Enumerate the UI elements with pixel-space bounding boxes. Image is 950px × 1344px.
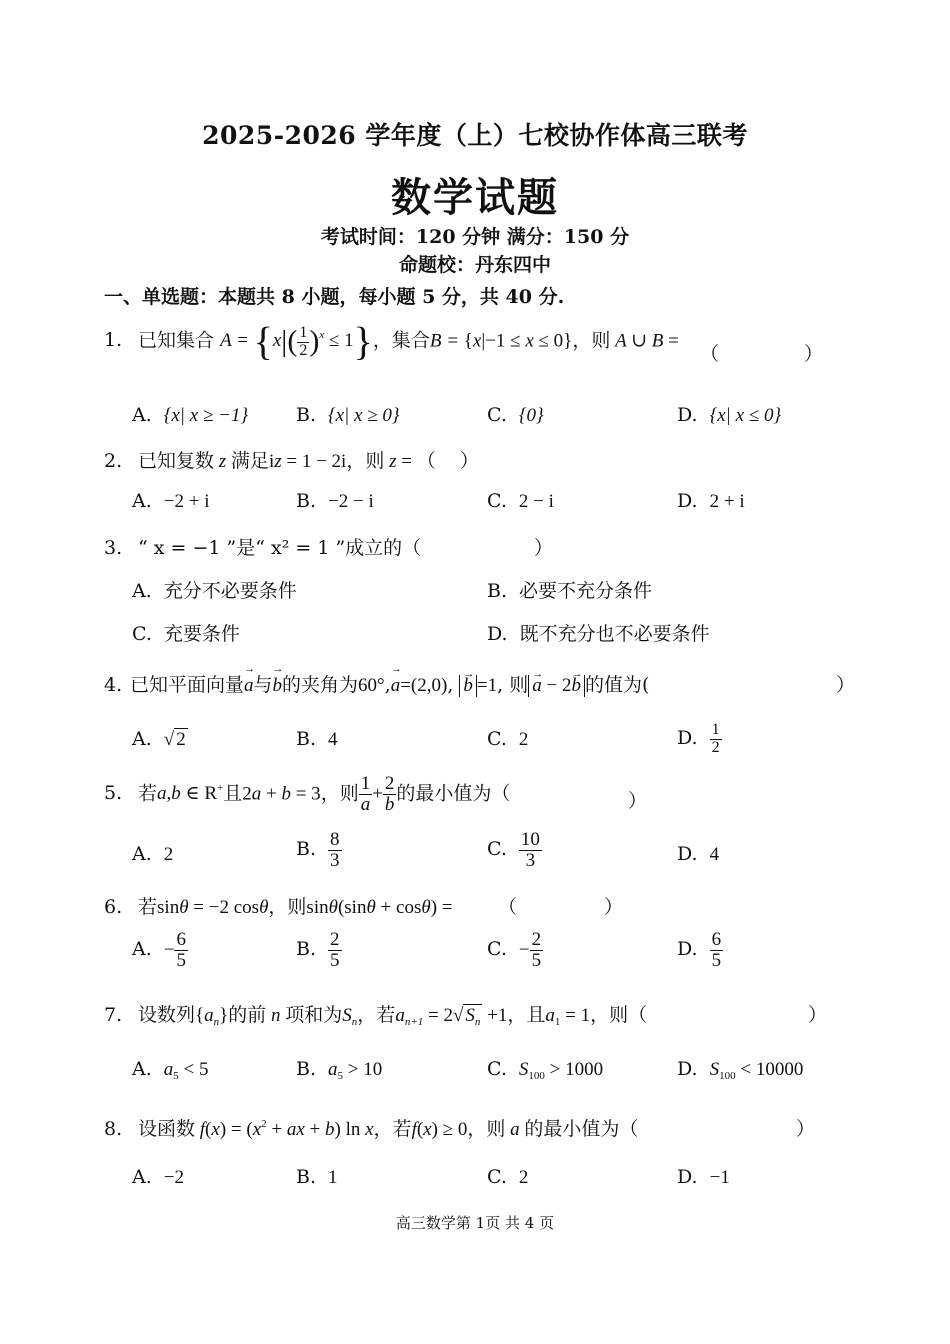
option-5c: C. $\frac{10}{3}$ <box>487 829 540 871</box>
option-1c: C. {0} <box>487 404 544 426</box>
option-4b: B. 4 <box>296 728 338 750</box>
answer-blank: （ <box>700 343 720 365</box>
answer-blank-end: ） <box>628 790 648 812</box>
question-2: 2. 已知复数 z 满足iz = 1 − 2i，则 z = （ ） <box>104 450 479 472</box>
page-footer: 高三数学第 1页 共 4 页 <box>395 1214 555 1232</box>
answer-blank-end: ） <box>604 896 624 918</box>
subject-title: 数学试题 <box>391 174 559 221</box>
question-stem: “ x = −1 ”是“ x² = 1 ”成立的（ <box>138 537 422 559</box>
option-8d: D. −1 <box>677 1166 730 1188</box>
question-number: 4. <box>104 674 123 696</box>
option-1b: B. {x| x ≥ 0} <box>296 404 400 426</box>
question-5: 5. 若a,b ∈ R+且2a + b = 3，则 $\frac{1}{a}$ + $\frac{2}{b}$ 的最小值为（ <box>104 773 511 815</box>
question-number: 1. <box>104 329 123 352</box>
formula-complex: iz = 1 − 2i <box>268 451 347 472</box>
answer-blank-end: ） <box>796 1118 816 1140</box>
option-3b: B. 必要不充分条件 <box>487 580 653 602</box>
answer-blank-end: ） <box>836 674 856 696</box>
answer-blank-end: ） <box>804 343 824 365</box>
option-1d: D. {x| x ≤ 0} <box>677 404 782 426</box>
option-2d: D. 2 + i <box>677 490 745 512</box>
question-4: 4. 已知平面向量→ a与→ b的夹角为60°,→ a=(2,0), → b =1, 则→ a − 2→ b 的值为( <box>104 670 649 697</box>
answer-blank-end: ） <box>808 1004 828 1026</box>
question-3 <box>104 533 421 560</box>
answer-blank-end: ） <box>534 537 554 559</box>
formula-magnitude: → a − 2→ b <box>528 675 585 697</box>
exam-title: 2025-2026 学年度（上）七校协作体高三联考 <box>202 121 748 150</box>
formula-set-a: A = {x|( $\frac{1}{2}$ )$^x$ ≤ 1} <box>220 319 373 364</box>
option-3c: C. 充要条件 <box>132 623 240 645</box>
option-4a: A. √ 2 <box>132 728 186 750</box>
option-5b: B. $\frac{8}{3}$ <box>296 829 340 871</box>
question-number: 6. <box>104 896 123 918</box>
answer-blank: （ <box>498 896 518 918</box>
option-5d: D. 4 <box>677 843 720 865</box>
option-7d: D. $S_{100} < 10000$ <box>677 1058 804 1082</box>
vector-a: → a <box>244 675 254 697</box>
question-7: 7. 设数列$\{a_n\}$的前 n 项和为$S_n$，若$a_{n+1} = 2√$ $S_n +1$，且$a_1 = 1$，则（ <box>104 1004 648 1028</box>
vector-b: → b <box>273 675 283 697</box>
option-3d: D. 既不充分也不必要条件 <box>487 623 710 645</box>
question-number: 5. <box>104 782 123 805</box>
option-2b: B. −2 − i <box>296 490 374 512</box>
option-3a: A. 充分不必要条件 <box>132 580 297 602</box>
option-2c: C. 2 − i <box>487 490 554 512</box>
question-number: 3. <box>104 537 123 559</box>
question-number: 7. <box>104 1004 123 1026</box>
option-7b: B. $a_5 > 10$ <box>296 1058 383 1082</box>
question-stem: ，集合 <box>372 329 430 352</box>
formula-z: z <box>214 451 231 472</box>
option-8a: A. −2 <box>132 1166 184 1188</box>
question-number: 2. <box>104 450 123 472</box>
option-4c: C. 2 <box>487 728 529 750</box>
option-2a: A. −2 + i <box>132 490 210 512</box>
question-6: 6. 若sinθ = −2 cosθ，则sinθ(sinθ + cosθ) = <box>104 896 453 918</box>
setter-school: 命题校：丹东四中 <box>398 254 551 276</box>
section-heading: 一、单选题：本题共 8 小题，每小题 5 分，共 40 分. <box>104 286 565 308</box>
question-stem: ，则 <box>572 329 611 352</box>
option-7c: C. $S_{100} > 1000$ <box>487 1058 604 1082</box>
formula-set-b: B = {x|−1 ≤ x ≤ 0} <box>429 330 573 352</box>
option-6c: C. − $\frac{2}{5}$ <box>487 929 542 971</box>
formula-function: $f(x) = (x^2$ + ax + b) ln x <box>195 1118 374 1140</box>
exam-info: 考试时间：120 分钟 满分：150 分 <box>320 226 630 248</box>
option-1a: A. {x| x ≥ −1} <box>132 404 249 426</box>
option-7a: A. $a_5 < 5$ <box>132 1058 209 1082</box>
option-8b: B. 1 <box>296 1166 338 1188</box>
option-6a: A. − $\frac{6}{5}$ <box>132 929 186 971</box>
question-8: 8. 设函数 $f(x) = (x^2$ + ax + b) ln x，若f(x) ≥ 0，则 a 的最小值为（ <box>104 1118 639 1140</box>
question-1 <box>104 319 679 364</box>
option-8c: C. 2 <box>487 1166 529 1188</box>
option-6d: D. $\frac{6}{5}$ <box>677 929 722 971</box>
option-6b: B. $\frac{2}{5}$ <box>296 929 340 971</box>
question-stem: 已知集合 <box>138 329 215 352</box>
option-4d: D. $\frac{1}{2}$ <box>677 721 720 756</box>
formula-recurrence: $a_{n+1} = 2√$ $S_n +1$ <box>395 1005 508 1028</box>
formula-trig: sinθ = −2 cosθ <box>157 897 269 918</box>
formula-union: A ∪ B = <box>610 330 679 352</box>
question-number: 8. <box>104 1118 123 1140</box>
option-5a: A. 2 <box>132 843 174 865</box>
